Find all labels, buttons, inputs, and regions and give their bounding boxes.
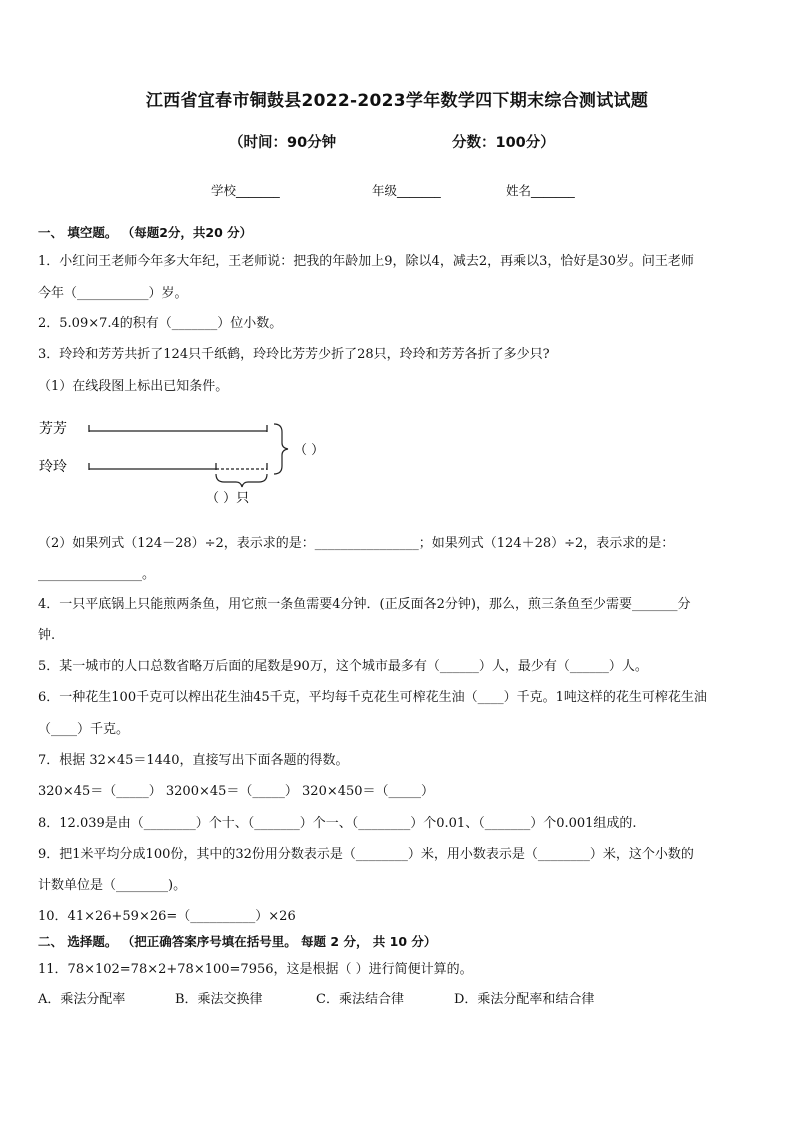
name-field: 姓名_______ <box>506 183 575 198</box>
school-field: 学校_______ <box>211 183 280 198</box>
question-11: 11．78×102=78×2+78×100=7956，这是根据（ ）进行简便计算的。 <box>38 962 473 977</box>
question-3-part-2-line-2: ________________。 <box>38 567 156 582</box>
segment-diagram <box>36 410 366 510</box>
question-3: 3．玲玲和芳芳共折了124只千纸鹤，玲玲比芳芳少折了28只，玲玲和芳芳各折了多少只? <box>38 347 550 362</box>
question-7: 7．根据 32×45＝1440，直接写出下面各题的得数。 <box>38 753 349 768</box>
question-4-line-2: 钟. <box>38 628 56 643</box>
question-11-option-c: C．乘法结合律 <box>316 992 404 1007</box>
question-2: 2．5.09×7.4的积有（_______）位小数。 <box>38 316 283 331</box>
section-1-heading: 一、 填空题。 （每题2分，共20 分） <box>38 225 253 240</box>
question-3-part-2: （2）如果列式（124－28）÷2，表示求的是：________________；如果列式（124＋28）÷2，表示求的是： <box>38 536 675 551</box>
question-1-line-2: 今年（___________）岁。 <box>38 286 188 301</box>
grade-field: 年级_______ <box>372 183 441 198</box>
question-10: 10．41×26+59×26=（__________）×26 <box>38 909 296 924</box>
diagram-label-fangfang: 芳芳 <box>39 421 67 437</box>
right-brace <box>274 424 288 474</box>
question-7-items: 320×45＝（_____） 3200×45＝（_____） 320×450＝（_____） <box>38 784 435 799</box>
question-5: 5．某一城市的人口总数省略万后面的尾数是90万，这个城市最多有（______）人，最少有（______）人。 <box>38 659 648 674</box>
diagram-label-lingling: 玲玲 <box>39 459 67 475</box>
question-11-option-a: A．乘法分配率 <box>38 992 126 1007</box>
section-2-heading: 二、 选择题。 （把正确答案序号填在括号里。 每题 2 分， 共 10 分） <box>38 934 437 949</box>
score-label: 分数：100分） <box>452 135 555 151</box>
bottom-brace <box>216 474 267 487</box>
time-label: （时间：90分钟 <box>229 135 337 151</box>
question-3-part-1: （1）在线段图上标出已知条件。 <box>38 379 229 394</box>
question-11-option-b: B．乘法交换律 <box>175 992 263 1007</box>
question-9-line-1: 9．把1米平均分成100份，其中的32份用分数表示是（________）米，用小数表示是（________）米，这个小数的 <box>38 847 694 862</box>
question-1-line-1: 1．小红问王老师今年多大年纪，王老师说：把我的年龄加上9，除以4，减去2，再乘以3，恰好是30岁。问王老师 <box>38 254 694 269</box>
question-6-line-1: 6．一种花生100千克可以榨出花生油45千克，平均每千克花生可榨花生油（____）千克。1吨这样的花生可榨花生油 <box>38 690 707 705</box>
question-11-option-d: D．乘法分配率和结合律 <box>454 992 595 1007</box>
question-6-line-2: （____）千克。 <box>38 722 130 737</box>
page-title: 江西省宜春市铜鼓县2022-2023学年数学四下期末综合测试试题 <box>145 91 649 111</box>
brace-answer-paren: （ ） <box>294 443 325 458</box>
question-4-line-1: 4．一只平底锅上只能煎两条鱼，用它煎一条鱼需要4分钟．(正反面各2分钟)，那么，煎三条鱼至少需要_______分 <box>38 597 691 612</box>
bottom-answer-paren: （ ）只 <box>206 491 250 506</box>
question-8: 8．12.039是由（________）个十、（_______）个一、（________）个0.01、（_______）个0.001组成的. <box>38 816 637 831</box>
question-9-line-2: 计数单位是（________)。 <box>38 878 187 893</box>
